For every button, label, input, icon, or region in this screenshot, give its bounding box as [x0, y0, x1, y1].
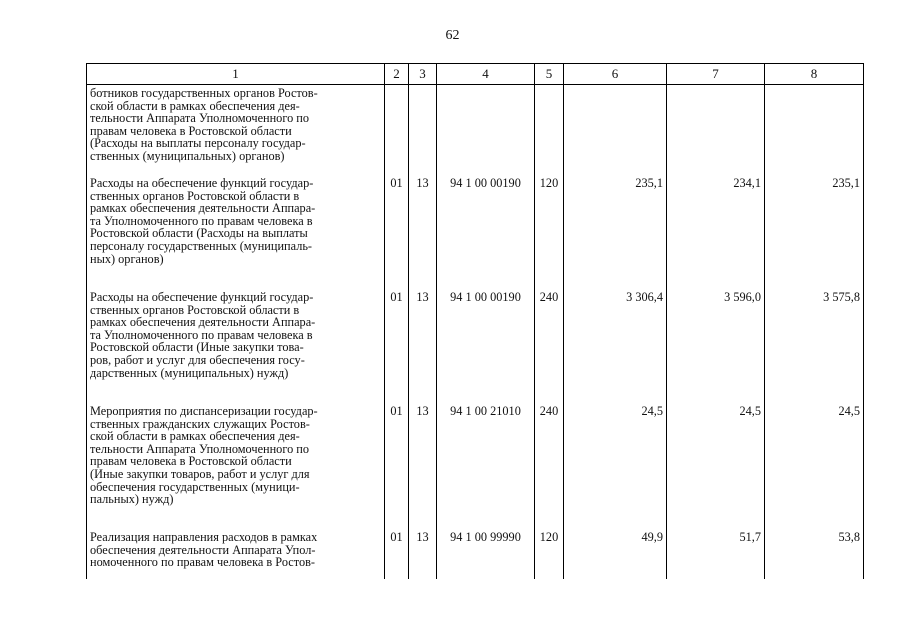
- table-row: [87, 401, 864, 527]
- description-line: Мероприятия по диспансеризации государ-: [90, 404, 318, 418]
- description-line: Расходы на обеспечение функций государ-: [90, 176, 314, 190]
- header-cell-8: 8: [765, 64, 864, 85]
- row-vr: 120: [535, 173, 564, 287]
- description-line: рамках обеспечения деятельности Аппара-: [90, 201, 316, 216]
- row-rz: 01: [385, 287, 409, 401]
- table-row: [87, 173, 864, 287]
- row-pr: 13: [409, 401, 437, 527]
- description-line: ской области в рамках обеспечения дея-: [90, 98, 300, 113]
- description-line: персоналу государственных (муниципаль-: [90, 238, 313, 253]
- description-line: Ростовской области (Иные закупки това-: [90, 340, 304, 355]
- row-value-year3: 235,1: [765, 173, 864, 287]
- description-line: правам человека в Ростовской области: [90, 454, 292, 469]
- description-line: Реализация направления расходов в рамках: [90, 530, 318, 544]
- row-value-year1: [564, 85, 667, 174]
- row-value-year3: [765, 85, 864, 174]
- row-vr: [535, 85, 564, 174]
- row-value-year3: 24,5: [765, 401, 864, 527]
- row-pr: 13: [409, 287, 437, 401]
- description-line: ственных (муниципальных) органов): [90, 148, 285, 163]
- description-line: дарственных (муниципальных) нужд): [90, 365, 289, 380]
- description-line: та Уполномоченного по правам человека в: [90, 213, 313, 228]
- description-line: правам человека в Ростовской области: [90, 123, 292, 138]
- row-rz: 01: [385, 401, 409, 527]
- row-value-year3: 53,8: [765, 527, 864, 579]
- header-cell-6: 6: [564, 64, 667, 85]
- row-value-year2: 3 596,0: [667, 287, 765, 401]
- header-cell-5: 5: [535, 64, 564, 85]
- row-vr: 240: [535, 401, 564, 527]
- row-pr: 13: [409, 173, 437, 287]
- row-description: [87, 85, 385, 174]
- description-line: Ростовской области (Расходы на выплаты: [90, 226, 308, 241]
- row-value-year1: 3 306,4: [564, 287, 667, 401]
- row-value-year1: 49,9: [564, 527, 667, 579]
- table-row: [87, 527, 864, 579]
- row-rz: 01: [385, 173, 409, 287]
- row-pr: [409, 85, 437, 174]
- description-line: (Расходы на выплаты персоналу государ-: [90, 136, 306, 151]
- description-line: ботников государственных органов Ростов-: [90, 86, 318, 100]
- description-line: Расходы на обеспечение функций государ-: [90, 290, 314, 304]
- description-line: та Уполномоченного по правам человека в: [90, 327, 313, 342]
- row-value-year3: 3 575,8: [765, 287, 864, 401]
- description-line: ственных органов Ростовской области в: [90, 188, 300, 203]
- row-value-year2: 24,5: [667, 401, 765, 527]
- row-csr: 94 1 00 99990: [437, 527, 535, 579]
- row-value-year2: 234,1: [667, 173, 765, 287]
- row-vr: 120: [535, 527, 564, 579]
- description-line: рамках обеспечения деятельности Аппара-: [90, 315, 316, 330]
- header-row: [87, 64, 864, 85]
- budget-table: [86, 63, 864, 579]
- row-csr: 94 1 00 21010: [437, 401, 535, 527]
- description-line: тельности Аппарата Уполномоченного по: [90, 111, 310, 126]
- description-line: ственных органов Ростовской области в: [90, 302, 300, 317]
- header-cell-2: 2: [385, 64, 409, 85]
- description-line: пальных) нужд): [90, 492, 174, 507]
- row-value-year1: 235,1: [564, 173, 667, 287]
- row-rz: [385, 85, 409, 174]
- header-cell-3: 3: [409, 64, 437, 85]
- description-line: ственных гражданских служащих Ростов-: [90, 416, 310, 431]
- row-description: [87, 173, 385, 287]
- header-cell-4: 4: [437, 64, 535, 85]
- table-row: [87, 85, 864, 174]
- page-number: 62: [445, 28, 460, 43]
- description-line: (Иные закупки товаров, работ и услуг для: [90, 466, 310, 481]
- row-value-year1: 24,5: [564, 401, 667, 527]
- description-line: ской области в рамках обеспечения дея-: [90, 429, 300, 444]
- description-line: обеспечения деятельности Аппарата Упол-: [90, 542, 316, 557]
- description-line: номоченного по правам человека в Ростов-: [90, 555, 315, 570]
- row-csr: 94 1 00 00190: [437, 173, 535, 287]
- row-pr: 13: [409, 527, 437, 579]
- header-cell-7: 7: [667, 64, 765, 85]
- row-description: [87, 527, 385, 579]
- row-rz: 01: [385, 527, 409, 579]
- description-line: ных) органов): [90, 251, 164, 266]
- description-line: тельности Аппарата Уполномоченного по: [90, 441, 310, 456]
- row-value-year2: 51,7: [667, 527, 765, 579]
- table-row: [87, 287, 864, 401]
- row-csr: 94 1 00 00190: [437, 287, 535, 401]
- row-vr: 240: [535, 287, 564, 401]
- description-line: ров, работ и услуг для обеспечения госу-: [90, 352, 305, 367]
- row-description: [87, 287, 385, 401]
- row-description: [87, 401, 385, 527]
- description-line: обеспечения государственных (муници-: [90, 479, 300, 494]
- row-value-year2: [667, 85, 765, 174]
- row-csr: [437, 85, 535, 174]
- header-cell-1: 1: [87, 64, 385, 85]
